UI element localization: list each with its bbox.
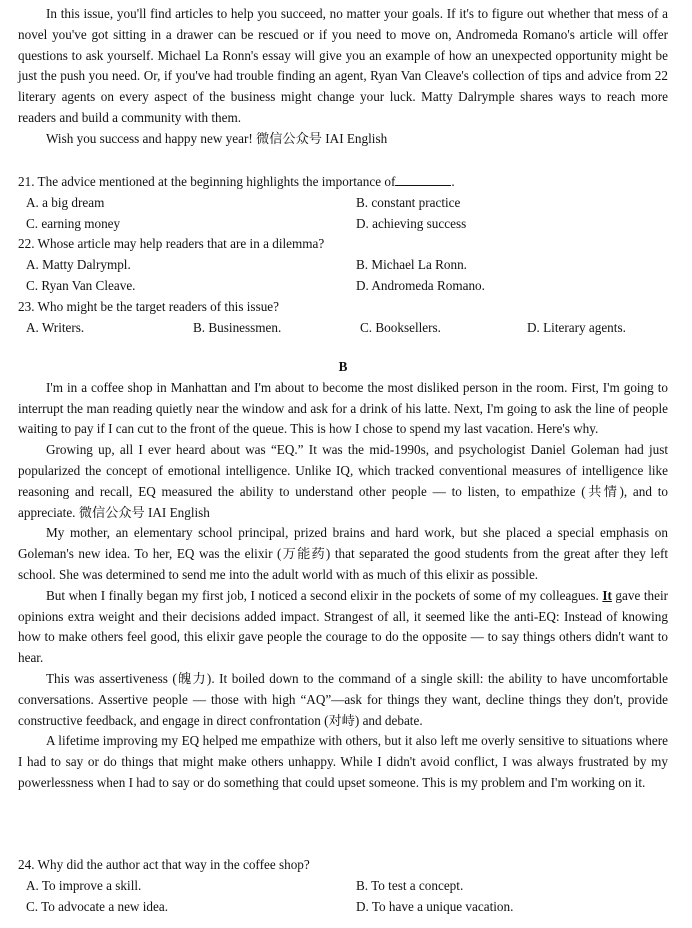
- option-b: B. Michael La Ronn.: [356, 257, 467, 273]
- question-21-stem-end: .: [451, 174, 455, 189]
- question-21: [18, 172, 668, 193]
- section-b-paragraph-3: My mother, an elementary school principal, prized brains and hard work, but she placed a special emphasis on Goleman's new idea. To her, EQ was the elixir (万能药) that separated the good students from the great after they left school. She was determined to send me into the adult world with as much of this elixir as possible.: [18, 525, 668, 582]
- section-b-paragraph-6: A lifetime improving my EQ helped me empathize with others, but it also left me overly sensitive to situations where I had to say or do things that might make others unhappy. While I didn't avoid conflict, I was always frustrated by my powerlessness when I had to say or do something that could upset someone. This is my problem and I'm working on it.: [18, 733, 668, 790]
- question-24-stem: 24. Why did the author act that way in the coffee shop?: [18, 857, 310, 872]
- option-c: C. Ryan Van Cleave.: [26, 277, 136, 293]
- option-d: D. Literary agents.: [527, 319, 626, 335]
- question-22-options: [18, 255, 668, 297]
- section-b: [18, 357, 668, 794]
- answer-blank: [395, 173, 451, 186]
- option-b: B. constant practice: [356, 194, 461, 210]
- option-a: A. To improve a skill.: [26, 877, 142, 893]
- intro-paragraph-2: Wish you success and happy new year! 微信公众号 IAI English: [46, 130, 388, 146]
- question-22-stem: 22. Whose article may help readers that are in a dilemma?: [18, 236, 325, 252]
- questions-21-23: [18, 172, 668, 338]
- question-21-stem: 21. The advice mentioned at the beginning highlights the importance of: [18, 174, 396, 189]
- option-d: D. Andromeda Romano.: [356, 277, 485, 293]
- section-b-paragraph-5: This was assertiveness (魄力). It boiled down to the command of a single skill: the ability to have uncomfortable conversations. Assertive people — those with high “AQ”—ask for things they want, decline things they don't, provide constructive feedback, and engage in direct confrontation (对峙) and debate.: [18, 670, 668, 728]
- option-d: D. To have a unique vacation.: [356, 898, 514, 914]
- paragraph-4-text-end: gave their opinions extra weight and their decisions added impact. Strangest of all, it seemed like the anti-EQ: Instead of knowing how to make others feel good, this elixir gave people the courage to do the opposite — to say things others didn't want to hear.: [18, 587, 669, 666]
- option-c: C. earning money: [26, 215, 121, 231]
- section-b-paragraph-2: Growing up, all I ever heard about was “EQ.” It was the mid-1990s, and psychologist Daniel Goleman had just popularized the concept of emotional intelligence. Unlike IQ, which tracked conventional measures of intelligence like reasoning and recall, EQ measured the ability to understand other people — to listen, to empathize (共情), and to appreciate. 微信公众号 IAI English: [18, 442, 668, 520]
- intro-paragraph-1: In this issue, you'll find articles to help you succeed, no matter your goals. If it's to figure out whether that mess of a novel you've got sitting in a drawer can be rescued or if you need to move on, Andromeda Romano's article will offer questions to ask yourself. Michael La Ronn's essay will give you an example of how an unexpected opportunity might be just the push you need. Or, if you've had trouble finding an agent, Ryan Van Cleave's collection of tips and advice from 22 literary agents on every aspect of the business might change your luck. Matty Dalrymple shares ways to reach more readers and build a community with them.: [18, 6, 668, 125]
- question-21-options: [18, 193, 668, 235]
- option-b: B. To test a concept.: [356, 877, 464, 893]
- question-24-options: [18, 876, 668, 918]
- section-heading: B: [338, 359, 348, 374]
- option-b: B. Businessmen.: [193, 319, 282, 335]
- question-23-options: [18, 318, 668, 339]
- option-c: C. To advocate a new idea.: [26, 898, 169, 914]
- question-24: [18, 855, 668, 917]
- option-d: D. achieving success: [356, 215, 467, 231]
- option-a: A. Matty Dalrympl.: [26, 257, 131, 273]
- paragraph-4-text-start: But when I finally began my first job, I noticed a second elixir in the pockets of some of my colleagues.: [46, 587, 603, 603]
- option-a: A. a big dream: [26, 194, 105, 210]
- option-a: A. Writers.: [26, 319, 85, 335]
- underlined-word-it: It: [602, 587, 612, 603]
- section-b-paragraph-4: [18, 586, 668, 669]
- section-b-paragraph-1: I'm in a coffee shop in Manhattan and I'm about to become the most disliked person in the room. First, I'm going to interrupt the man reading quietly near the window and ask for a drink of his latte. Next, I'm going to ask the line of people waiting to pay if I can cut to the front of the queue. This is how I chose to spend my last vacation. Here's why.: [18, 379, 668, 437]
- question-23-stem: 23. Who might be the target readers of this issue?: [18, 298, 279, 314]
- option-c: C. Booksellers.: [360, 319, 441, 335]
- intro-passage: [18, 4, 668, 150]
